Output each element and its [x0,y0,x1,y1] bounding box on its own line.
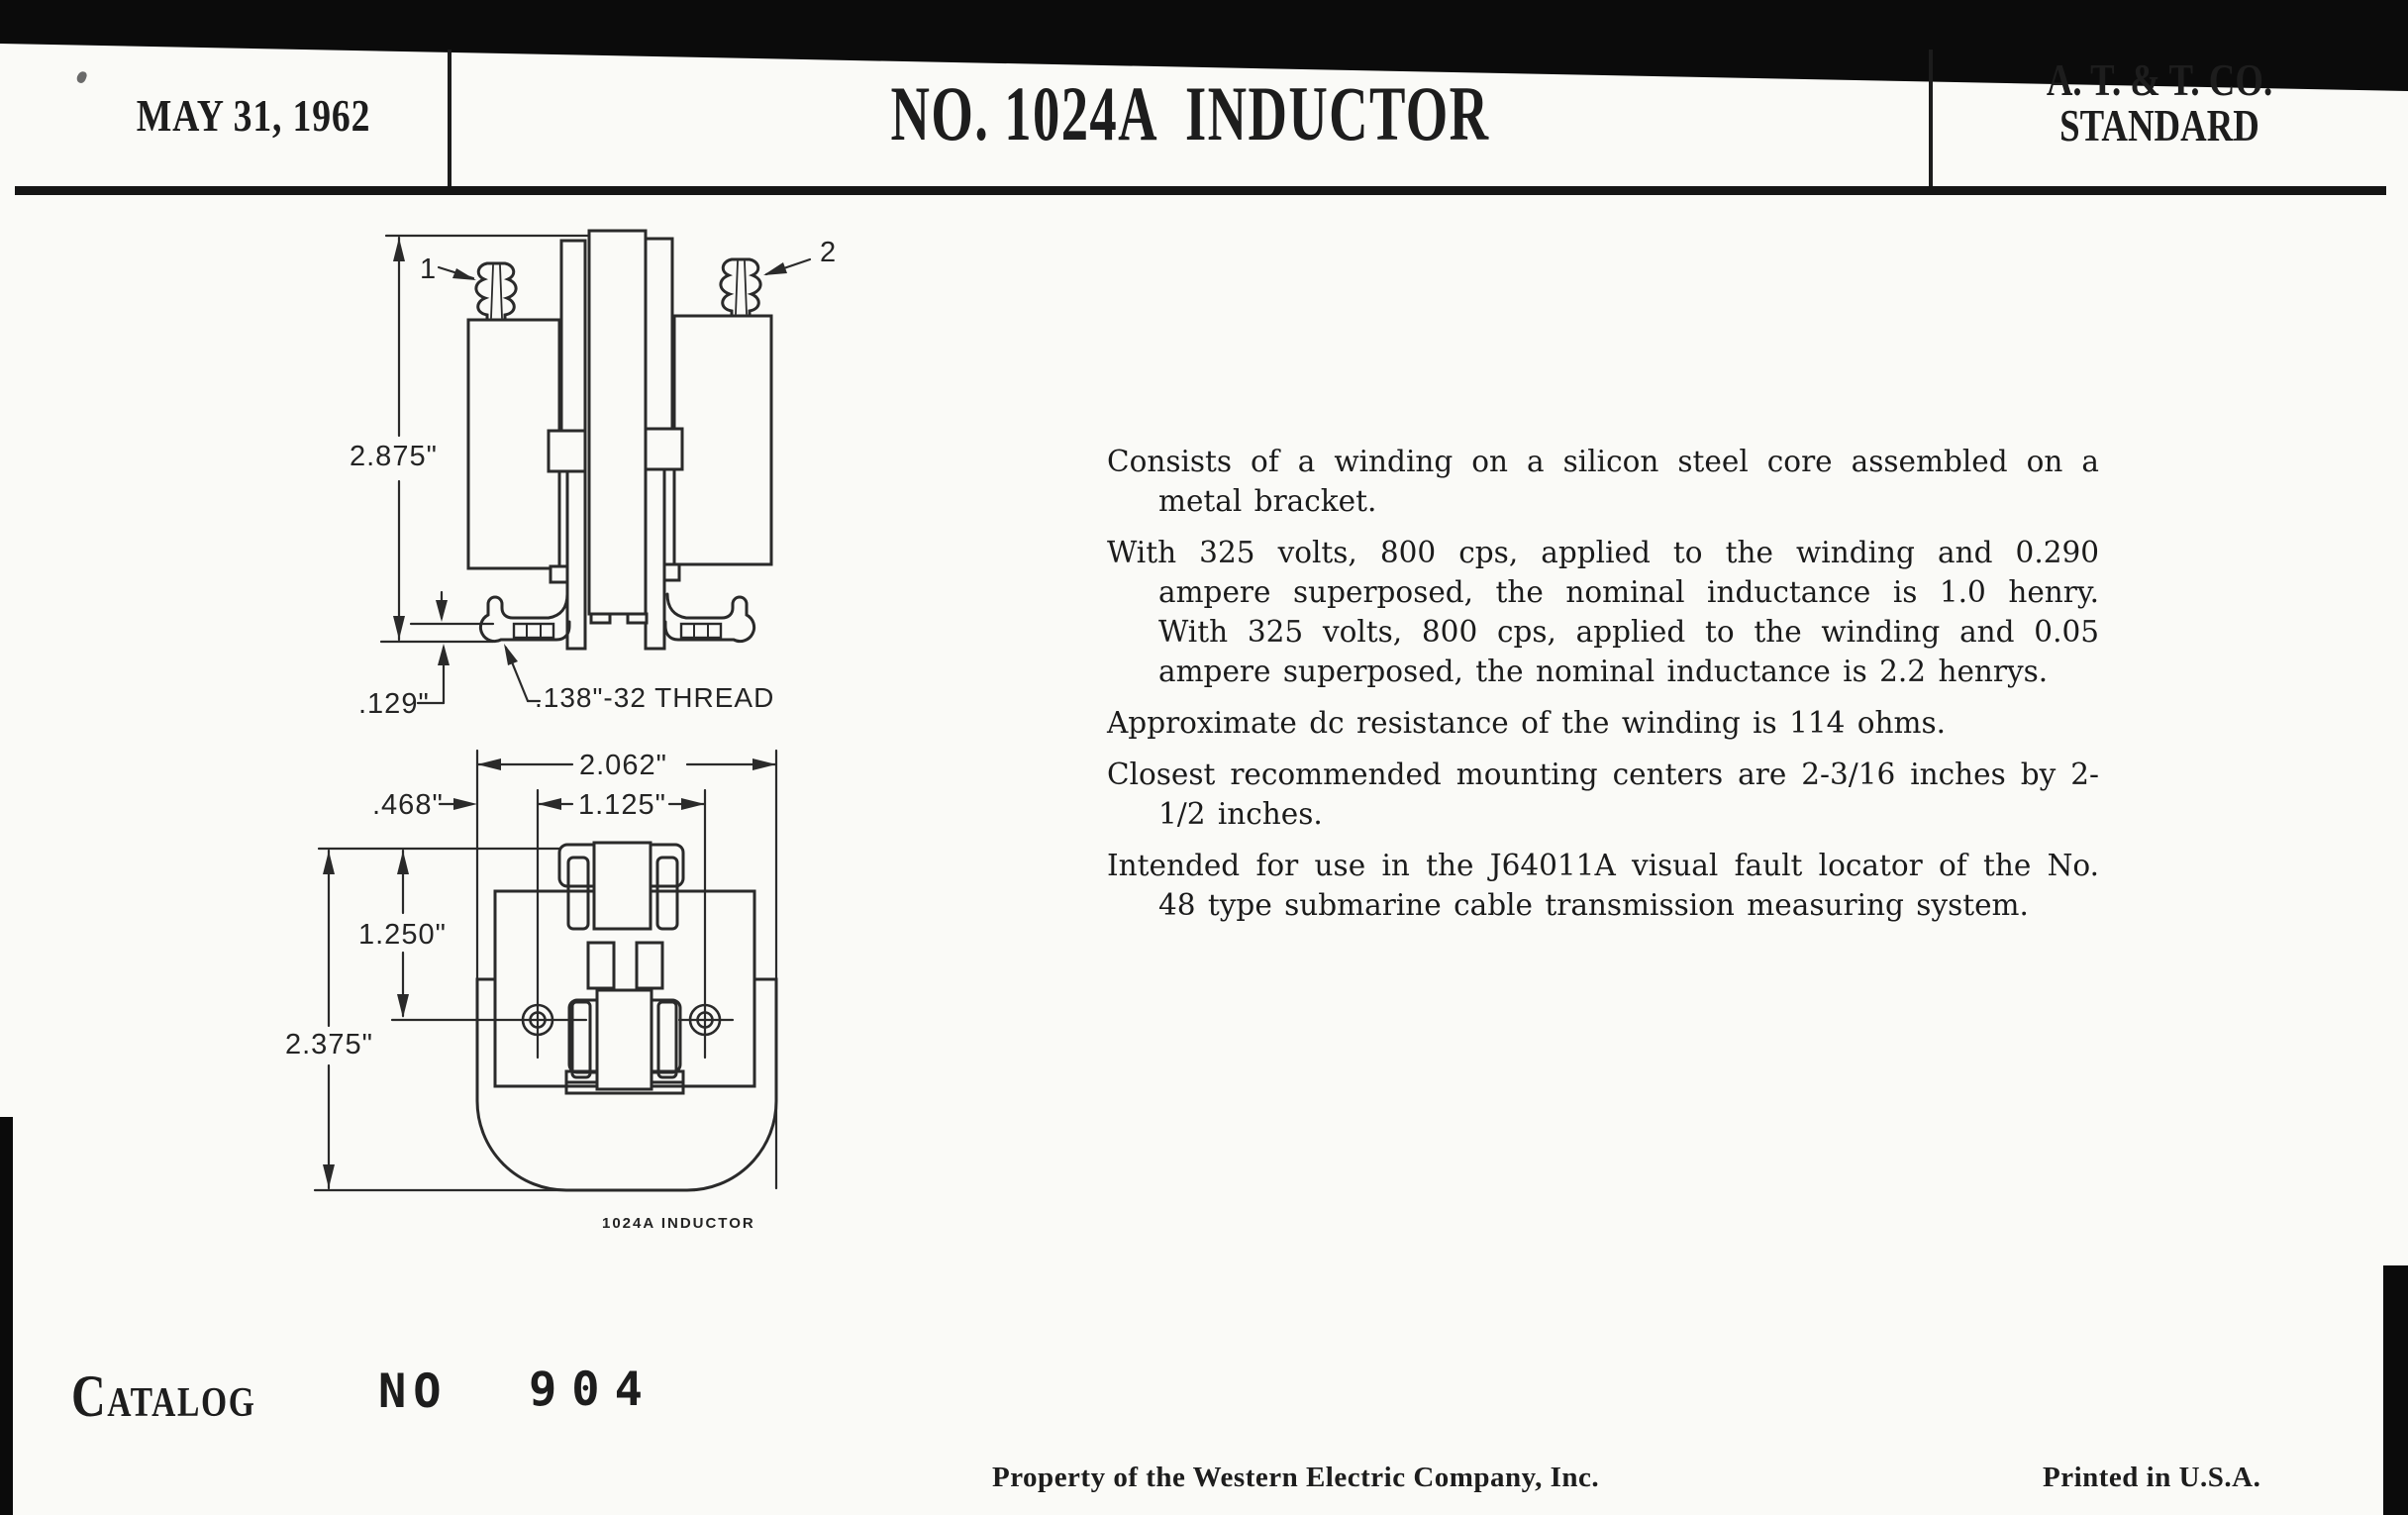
printed-in-usa: Printed in U.S.A. [2043,1462,2261,1493]
thread-boss-right [681,624,721,638]
dim-overall-height: 2.875" [350,441,438,472]
winding-left [468,320,559,568]
page-title: NO. 1024A INDUCTOR [890,70,1490,156]
scan-artifact [75,70,88,84]
description-paragraph: Consists of a winding on a silicon steel core assembled on a metal bracket. [1107,445,2099,518]
terminal-screw-1 [476,263,516,320]
core-stack [549,231,682,649]
dim-foot-offset: .129" [358,688,430,720]
organization-name: A. T. & T. CO. [2046,54,2273,105]
terminal-2-label: 2 [820,237,838,268]
terminal-screw-2 [721,259,760,316]
catalog-label: Catalog [71,1364,256,1429]
header-divider-right [1929,50,1933,186]
scan-black-strip-right [2383,1265,2408,1515]
catalog-number: 904 [529,1363,657,1417]
dim-edge-to-hole: .468" [372,789,444,821]
organization-block [1978,54,2341,151]
dim-top-to-hole-center: 1.250" [358,919,447,951]
header-divider-left [448,50,452,186]
description-block [1107,442,2099,937]
drawing-caption: 1024A INDUCTOR [602,1215,755,1232]
core-nub-left [551,566,567,582]
bottom-view-drawing [273,741,824,1256]
description-paragraph: Closest recommended mounting centers are 2-3/16 inches by 2-1/2 inches. [1107,758,2099,831]
terminal-1-label: 1 [420,253,438,285]
front-view-drawing [327,198,960,772]
standard-label: STANDARD [2059,100,2259,151]
core-center-leg [589,231,646,614]
dim-overall-depth: 2.375" [285,1029,373,1060]
description-paragraph: With 325 volts, 800 cps, applied to the winding and 0.290 ampere superposed, the nominal inductance is 1.0 henry. With 325 volts, 800 cps, applied to the winding and 0.05 ampere superposed, the nominal inductance is 2.2 henrys. [1107,536,2099,688]
winding-right [674,316,771,564]
thread-boss-left [514,624,553,638]
description-paragraph: Intended for use in the J64011A visual fault locator of the No. 48 type submarine cable transmission measuring system. [1107,849,2099,922]
property-notice: Property of the Western Electric Company, Inc. [992,1462,1600,1493]
description-paragraph: Approximate dc resistance of the winding is 114 ohms. [1107,706,1947,740]
coil-assembly [559,843,683,1093]
issue-date: MAY 31, 1962 [136,90,371,141]
dim-hole-spacing: 1.125" [578,789,666,821]
scan-black-strip-left [0,1117,13,1515]
catalog-no-label: NO [378,1364,449,1419]
dim-overall-width: 2.062" [579,750,667,781]
dim-thread-spec: .138"-32 THREAD [535,682,775,713]
header-rule [15,186,2386,195]
